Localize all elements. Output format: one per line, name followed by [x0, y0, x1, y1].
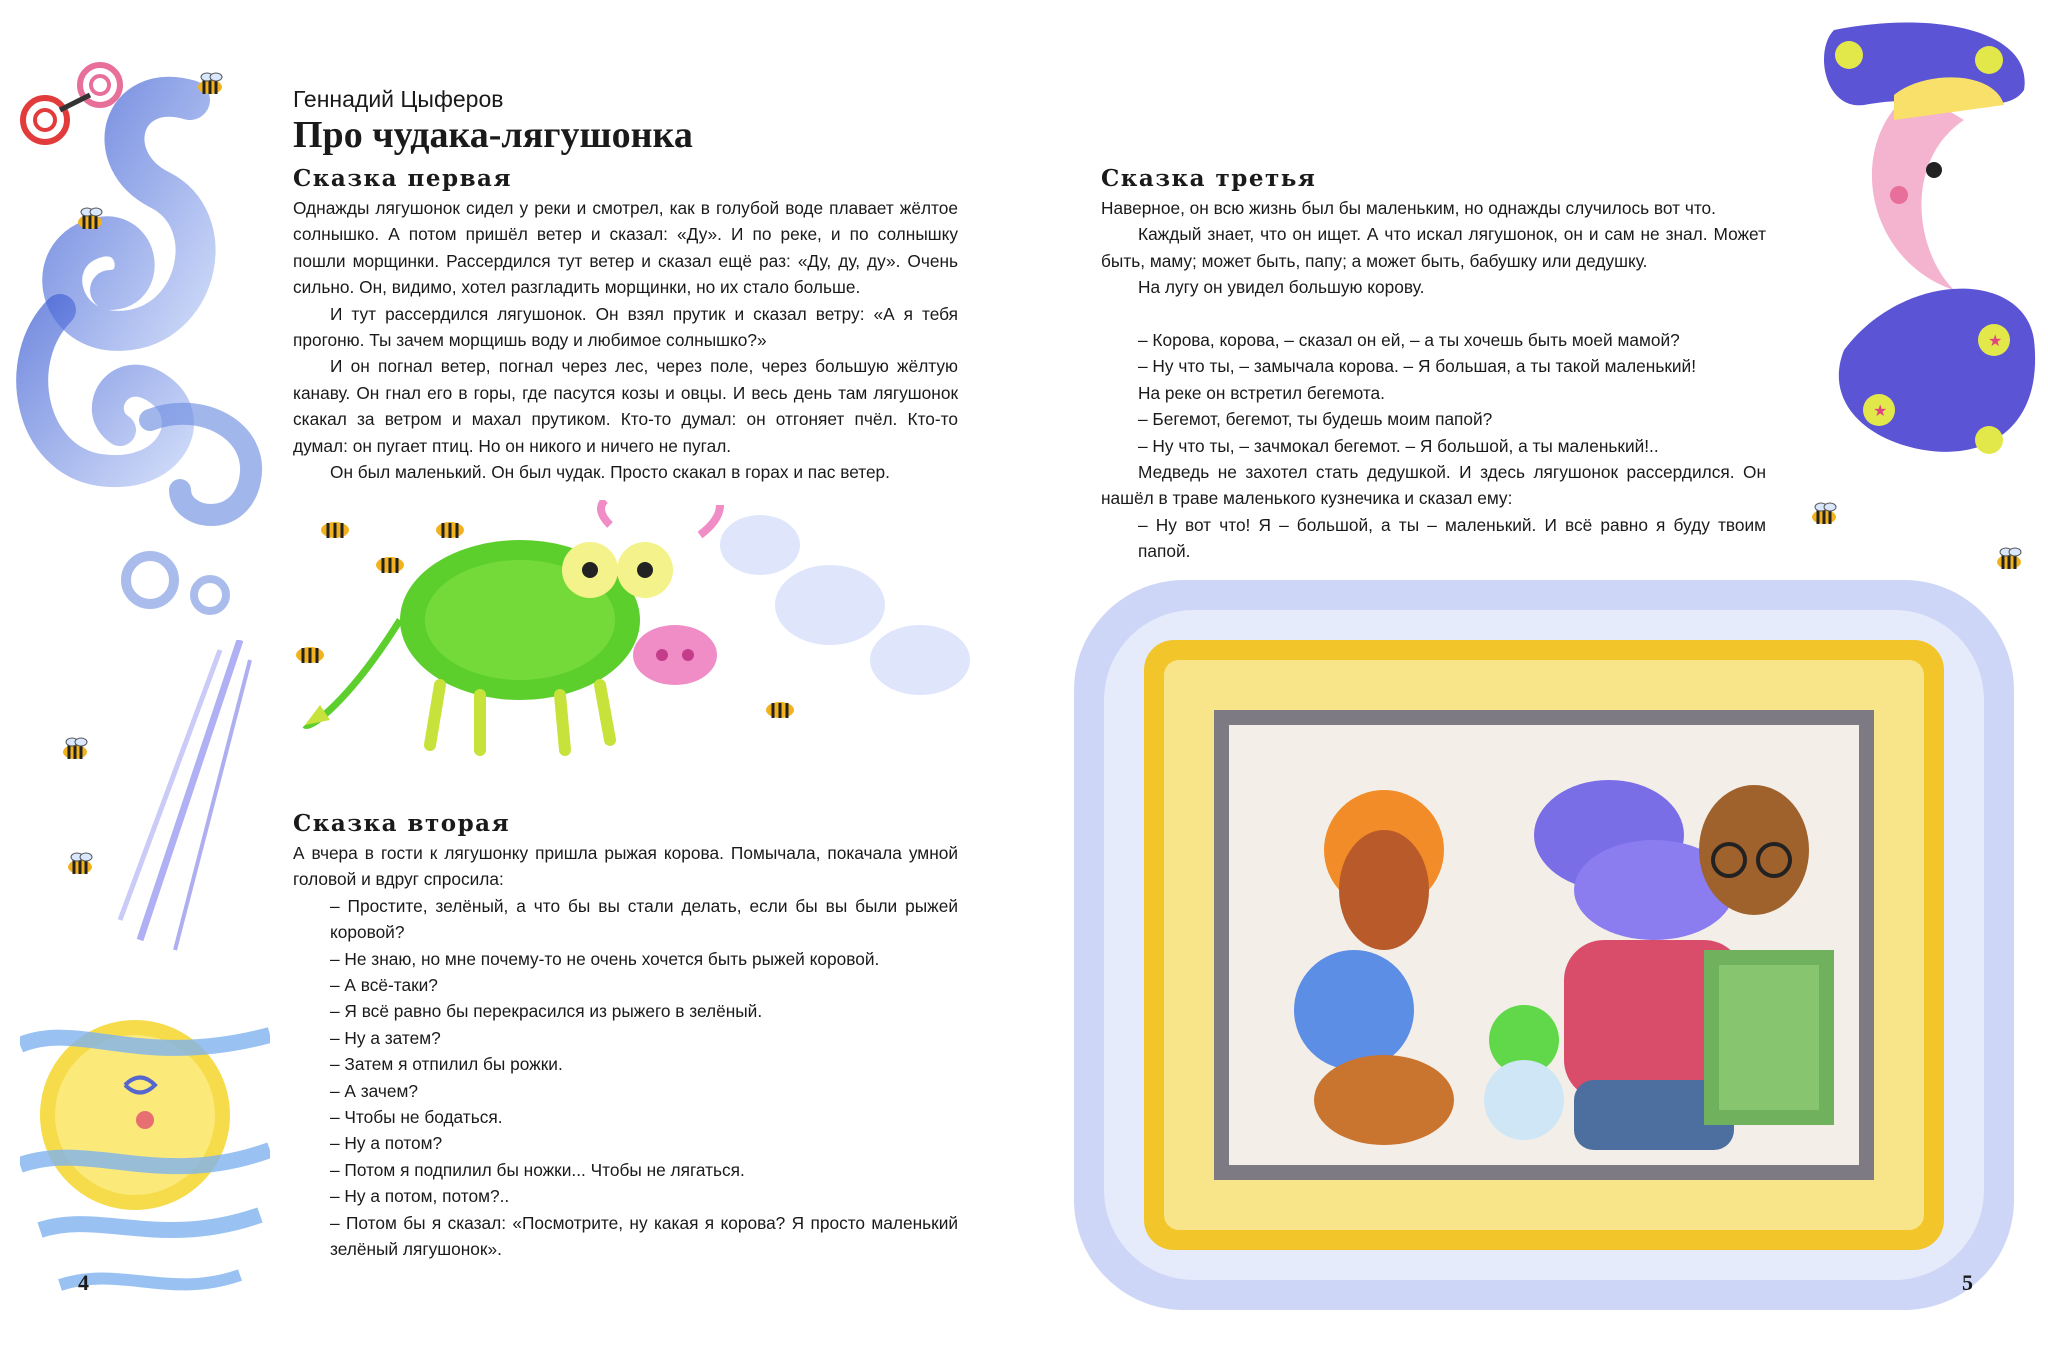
tale3-heading: Сказка третья — [1101, 165, 1317, 192]
moon-icon — [1804, 10, 2048, 500]
paragraph: И тут рассердился лягушонок. Он взял прутик и сказал ветру: «А я тебя прогоню. Ты зачем морщишь воду и любимое солнышко?» — [293, 303, 958, 351]
bee-icon — [766, 702, 794, 718]
dialogue-line: – Потом бы я сказал: «Посмотрите, ну какая я корова? Я просто маленький зелёный лягушонок». — [330, 1212, 958, 1260]
story-title: Про чудака-лягушонка — [293, 114, 693, 156]
tale1-text — [293, 195, 958, 485]
bee-icon — [1804, 500, 1844, 530]
dialogue-line: – Корова, корова, – сказал он ей, – а ты хочешь быть моей мамой? — [1138, 330, 1680, 351]
paragraph: На реке он встретил бегемота. — [1138, 382, 1385, 403]
paragraph: Медведь не захотел стать дедушкой. И здесь лягушонок рассердился. Он нашёл в траве маленького кузнечика и сказал ему: — [1101, 462, 1766, 509]
svg-text:★: ★ — [1988, 331, 2003, 350]
bee-icon — [190, 70, 230, 100]
tale1-heading: Сказка первая — [293, 165, 512, 192]
paragraph: На лугу он увидел большую корову. — [1138, 277, 1425, 298]
dialogue-line: – Ну что ты, – замычала корова. – Я большая, а ты такой маленький! — [1138, 356, 1697, 377]
page-number-right: 5 — [1962, 1270, 1973, 1295]
paragraph: И он погнал ветер, погнал через лес, через поле, через большую жёлтую канаву. Он гнал его в горы, где пасутся козы и овцы. И весь день там лягушонок скакал за ветром и махал прутиком. Кто-то думал: он отгоняет пчёл. Кто-то думал: он пугает птиц. Но он никого и ничего не пугал. — [293, 356, 958, 456]
tale3-text — [1101, 195, 1766, 565]
paragraph: Он был маленький. Он был чудак. Просто скакал в горах и пас ветер. — [330, 462, 890, 483]
paragraph: Наверное, он всю жизнь был бы маленьким, но однажды случилось вот что. — [1101, 198, 1716, 218]
dialogue-line: – Ну а потом? — [330, 1133, 443, 1154]
bee-icon — [376, 557, 404, 573]
author-name: Геннадий Цыферов — [293, 86, 504, 112]
baby-frog-figure — [1484, 1005, 1564, 1140]
family-picture-illustration — [1054, 560, 2034, 1330]
dialogue-line: – Потом я подпилил бы ножки... Чтобы не лягаться. — [330, 1159, 745, 1180]
bee-icon — [60, 850, 100, 880]
bee-icon — [55, 735, 95, 765]
paragraph: Каждый знает, что он ищет. А что искал лягушонок, он и сам не знал. Может быть, маму; может быть, папу; а может быть, бабушку или дедушку. — [1101, 224, 1766, 271]
bee-icon — [436, 522, 464, 538]
dialogue-line: – А зачем? — [330, 1080, 419, 1101]
tale2-text — [293, 840, 958, 1263]
tale2-heading: Сказка вторая — [293, 810, 511, 837]
dialogue-line: – Бегемот, бегемот, ты будешь моим папой? — [1138, 409, 1493, 430]
page-number-left: 4 — [78, 1270, 89, 1295]
dialogue-line: – Простите, зелёный, а что бы вы стали делать, если бы вы были рыжей коровой? — [330, 895, 958, 943]
dialogue-line: – Затем я отпилил бы рожки. — [330, 1054, 563, 1075]
dialogue-line: – Ну что ты, – зачмокал бегемот. – Я большой, а ты маленький!.. — [1138, 435, 1659, 456]
dialogue-line: – А всё-таки? — [330, 975, 438, 996]
dialogue-line: – Ну а затем? — [330, 1027, 441, 1048]
right-page — [1024, 0, 2048, 1350]
paragraph: А вчера в гости к лягушонку пришла рыжая корова. Помычала, покачала умной головой и вдруг спросила: — [293, 843, 958, 890]
dialogue-line: – Ну вот что! Я – большой, а ты – маленький. И всё равно я буду твоим папой. — [1138, 514, 1766, 562]
blank-line — [1101, 301, 1766, 327]
bee-icon — [70, 205, 110, 235]
sun-icon — [20, 1000, 270, 1300]
dialogue-line: – Чтобы не бодаться. — [330, 1107, 503, 1128]
bee-icon — [296, 647, 324, 663]
paragraph: Однажды лягушонок сидел у реки и смотрел, как в голубой воде плавает жёлтое солнышко. А потом пришёл ветер и сказал: «Ду». И по реке, и по солнышку пошли морщинки. Рассердился тут ветер и сказал ещё раз: «Ду, ду, ду». Очень сильно. Он, видимо, хотел разгладить морщинки, но их стало больше. — [293, 198, 958, 298]
frog-cow-illustration — [290, 500, 980, 770]
butterfly-icon — [15, 55, 135, 155]
dialogue-line: – Ну а потом, потом?.. — [330, 1186, 510, 1207]
dialogue-line: – Я всё равно бы перекрасился из рыжего в зелёный. — [330, 1001, 763, 1022]
dialogue-line: – Не знаю, но мне почему-то не очень хочется быть рыжей коровой. — [330, 948, 880, 969]
svg-text:★: ★ — [1873, 401, 1888, 420]
bee-icon — [321, 522, 349, 538]
light-rays-illustration — [100, 640, 260, 960]
